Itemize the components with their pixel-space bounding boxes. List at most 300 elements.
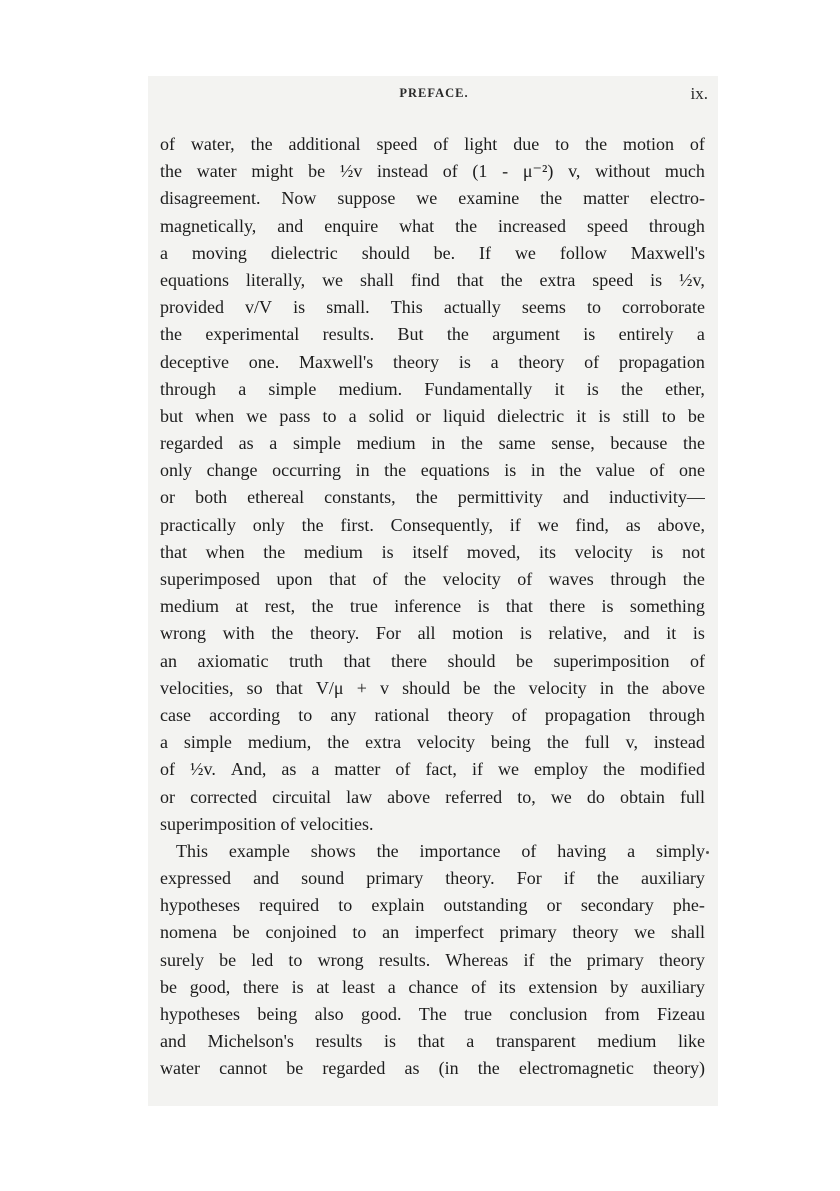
word: as bbox=[281, 759, 297, 780]
word: of bbox=[280, 813, 300, 834]
word: primary bbox=[366, 868, 424, 889]
word: For bbox=[375, 623, 401, 644]
word: motion bbox=[452, 623, 504, 644]
word: (in bbox=[438, 1058, 459, 1079]
word: regarded bbox=[160, 433, 223, 454]
word: velocities, bbox=[160, 677, 234, 698]
word: circuital bbox=[272, 786, 332, 807]
word: liquid bbox=[443, 405, 486, 426]
word: practically bbox=[160, 514, 236, 535]
word: permittivity bbox=[457, 487, 543, 508]
word: disagreement. bbox=[160, 188, 261, 209]
word: a bbox=[269, 433, 278, 454]
text-line bbox=[160, 134, 705, 161]
word: because bbox=[610, 433, 668, 454]
word: we bbox=[514, 242, 536, 263]
word: through bbox=[648, 704, 705, 725]
word: This bbox=[390, 297, 423, 318]
word: modified bbox=[640, 759, 705, 780]
word: explain bbox=[371, 895, 425, 916]
word: the bbox=[460, 433, 483, 454]
word: it bbox=[666, 623, 677, 644]
text-line bbox=[160, 1058, 705, 1085]
word: the bbox=[596, 868, 619, 889]
text-line bbox=[160, 297, 705, 324]
word: be bbox=[308, 161, 326, 182]
word: a bbox=[490, 351, 499, 372]
word: sense, bbox=[551, 433, 595, 454]
word: law bbox=[346, 786, 373, 807]
word: waves bbox=[548, 569, 594, 589]
word: Fizeau bbox=[656, 1004, 705, 1024]
word: seems bbox=[521, 297, 566, 318]
word: Consequently, bbox=[390, 514, 493, 535]
word: in bbox=[530, 460, 545, 481]
word: suppose bbox=[337, 188, 396, 209]
word: cannot bbox=[219, 1058, 268, 1079]
word: the bbox=[446, 324, 469, 345]
word: full bbox=[680, 786, 705, 807]
word: theory bbox=[393, 351, 440, 372]
word: is bbox=[650, 269, 663, 290]
word: to bbox=[586, 297, 601, 318]
word: the bbox=[271, 623, 294, 644]
word: one. bbox=[248, 351, 280, 372]
text-line bbox=[160, 243, 705, 270]
word: axiomatic bbox=[197, 650, 269, 671]
word: corroborate bbox=[622, 297, 705, 318]
word: should bbox=[361, 242, 410, 263]
word: the bbox=[263, 541, 286, 562]
word: Maxwell's bbox=[299, 351, 374, 372]
word: and bbox=[253, 868, 280, 889]
text-line bbox=[160, 406, 705, 433]
word: inference bbox=[394, 596, 462, 617]
word: we bbox=[497, 759, 519, 780]
word: μ⁻²) bbox=[522, 161, 554, 182]
word: Now bbox=[281, 188, 317, 209]
word: v, bbox=[625, 732, 638, 753]
word: like bbox=[677, 1031, 705, 1052]
word: is bbox=[651, 541, 664, 562]
word: the bbox=[602, 759, 625, 780]
page-number: ix. bbox=[690, 84, 708, 103]
word: water, bbox=[190, 134, 235, 154]
word: ethereal bbox=[247, 487, 305, 508]
word: matter bbox=[334, 759, 381, 780]
word: the bbox=[620, 378, 643, 399]
word: according bbox=[209, 704, 281, 725]
word: ½v, bbox=[679, 269, 705, 290]
word: there bbox=[549, 596, 586, 617]
word: in bbox=[599, 677, 614, 698]
text-line bbox=[160, 188, 705, 215]
word: medium bbox=[303, 541, 363, 562]
word: - bbox=[502, 161, 509, 182]
word: to bbox=[288, 949, 303, 970]
word: medium. bbox=[338, 378, 403, 399]
word: speed bbox=[586, 215, 628, 236]
word: above bbox=[387, 786, 431, 807]
text-line bbox=[160, 759, 705, 786]
word: phe- bbox=[672, 895, 705, 916]
word: due bbox=[513, 134, 540, 154]
word: is bbox=[598, 405, 611, 426]
word: of bbox=[433, 134, 449, 154]
word: ½v. bbox=[190, 759, 216, 780]
word: Michelson's bbox=[207, 1031, 294, 1052]
word: we bbox=[322, 269, 344, 290]
word: the bbox=[626, 677, 649, 698]
word: if bbox=[509, 514, 521, 535]
word: an bbox=[160, 650, 177, 671]
word: The bbox=[418, 1004, 447, 1024]
word: instead bbox=[377, 161, 429, 182]
word: Fundamentally bbox=[424, 378, 533, 399]
word: For bbox=[516, 868, 542, 889]
word: and bbox=[623, 623, 650, 644]
body-text bbox=[160, 134, 705, 1086]
word: same bbox=[498, 433, 536, 454]
word: be bbox=[232, 922, 250, 943]
word: to bbox=[322, 405, 337, 426]
word: should bbox=[447, 650, 496, 671]
word: an bbox=[382, 922, 400, 943]
word: provided bbox=[160, 297, 224, 318]
word: additional bbox=[288, 134, 361, 154]
word: the bbox=[549, 949, 572, 970]
word: of bbox=[160, 134, 175, 154]
word: that bbox=[505, 596, 533, 617]
word: so bbox=[246, 677, 263, 698]
word: to bbox=[338, 895, 353, 916]
margin-speck bbox=[706, 851, 709, 854]
word: employ bbox=[533, 759, 588, 780]
word: is bbox=[381, 541, 394, 562]
word: theory. bbox=[445, 868, 495, 889]
text-line bbox=[160, 868, 705, 895]
word: extra bbox=[539, 269, 576, 290]
word: at bbox=[316, 976, 330, 997]
word: is bbox=[384, 1031, 397, 1052]
text-line bbox=[160, 161, 705, 188]
word: what bbox=[399, 215, 435, 236]
word: motion bbox=[622, 134, 674, 154]
word: we bbox=[246, 405, 268, 426]
word: This bbox=[176, 840, 209, 861]
word: the bbox=[477, 1058, 500, 1079]
word: the bbox=[250, 134, 273, 154]
word: velocity bbox=[574, 541, 633, 562]
word: much bbox=[664, 161, 705, 182]
word: corrected bbox=[190, 786, 258, 807]
word: only bbox=[160, 460, 193, 481]
word: auxiliary bbox=[640, 976, 705, 997]
word: medium, bbox=[247, 732, 312, 753]
word: if bbox=[563, 868, 575, 889]
word: chance bbox=[408, 976, 459, 997]
word: of bbox=[689, 650, 705, 671]
word: from bbox=[604, 1004, 640, 1024]
word: equations bbox=[160, 269, 229, 290]
text-line bbox=[160, 270, 705, 297]
word: solid bbox=[368, 405, 404, 426]
word: inductivity— bbox=[608, 487, 705, 508]
word: we bbox=[416, 188, 438, 209]
word: constants, bbox=[324, 487, 396, 508]
word: conjoined bbox=[265, 922, 337, 943]
word: primary bbox=[586, 949, 644, 970]
text-line bbox=[160, 950, 705, 977]
word: results bbox=[315, 1031, 363, 1052]
word: electro- bbox=[650, 188, 705, 209]
word: might bbox=[251, 161, 294, 182]
word: superimposed bbox=[160, 569, 260, 589]
word: as bbox=[404, 1058, 420, 1079]
word: moving bbox=[191, 242, 247, 263]
word: hypotheses bbox=[160, 895, 240, 916]
word: primary bbox=[499, 922, 557, 943]
word: simple bbox=[183, 732, 232, 753]
word: through bbox=[160, 378, 216, 399]
word: that bbox=[456, 269, 484, 290]
word: upon bbox=[276, 569, 313, 589]
word: the bbox=[585, 134, 608, 154]
running-head: PREFACE. bbox=[399, 86, 469, 100]
word: V/μ bbox=[315, 677, 344, 698]
word: of bbox=[584, 351, 600, 372]
word: be bbox=[515, 650, 533, 671]
word: auxiliary bbox=[640, 868, 705, 889]
word: of bbox=[471, 976, 487, 997]
word: find bbox=[410, 269, 440, 290]
word: the bbox=[455, 215, 478, 236]
word: sound bbox=[301, 868, 345, 889]
word: to bbox=[298, 704, 313, 725]
word: without bbox=[595, 161, 651, 182]
word: value bbox=[595, 460, 635, 481]
word: itself bbox=[412, 541, 449, 562]
word: obtain bbox=[619, 786, 665, 807]
text-line bbox=[160, 977, 705, 1004]
word: examine bbox=[458, 188, 520, 209]
word: being bbox=[257, 1004, 298, 1024]
text-line bbox=[160, 814, 705, 841]
word: expressed bbox=[160, 868, 231, 889]
word: medium bbox=[597, 1031, 657, 1052]
text-line bbox=[160, 487, 705, 514]
word: not bbox=[681, 541, 705, 562]
word: example bbox=[228, 840, 290, 861]
word: be. bbox=[433, 242, 456, 263]
word: there bbox=[242, 976, 279, 997]
word: of bbox=[517, 569, 533, 589]
word: occurring bbox=[272, 460, 342, 481]
word: is bbox=[504, 460, 517, 481]
text-line bbox=[160, 922, 705, 949]
word: If bbox=[479, 242, 492, 263]
text-line bbox=[160, 1031, 705, 1058]
word: wrong bbox=[160, 623, 206, 644]
word: if bbox=[523, 949, 535, 970]
word: And, bbox=[230, 759, 267, 780]
word: surely bbox=[160, 949, 204, 970]
text-line bbox=[160, 787, 705, 814]
word: shall bbox=[670, 922, 705, 943]
text-line bbox=[160, 216, 705, 243]
word: above bbox=[662, 677, 705, 698]
word: good, bbox=[189, 976, 231, 997]
word: argument bbox=[492, 324, 560, 345]
word: is bbox=[601, 596, 614, 617]
word: a bbox=[160, 242, 168, 263]
word: through bbox=[648, 215, 705, 236]
word: medium bbox=[356, 433, 416, 454]
word: theory bbox=[518, 351, 565, 372]
word: both bbox=[195, 487, 228, 508]
word: the bbox=[500, 269, 523, 290]
word: but bbox=[160, 405, 184, 426]
word: light bbox=[464, 134, 498, 154]
word: of bbox=[442, 161, 458, 182]
word: as bbox=[625, 514, 641, 535]
word: the bbox=[404, 569, 427, 589]
word: led bbox=[251, 949, 274, 970]
word: is bbox=[293, 297, 306, 318]
text-line bbox=[160, 324, 705, 351]
word: be bbox=[687, 405, 705, 426]
word: water bbox=[196, 161, 237, 182]
word: wrong bbox=[317, 949, 364, 970]
word: or bbox=[546, 895, 562, 916]
word: through bbox=[610, 569, 667, 589]
word: of bbox=[511, 704, 527, 725]
word: we bbox=[550, 786, 572, 807]
word: shows bbox=[310, 840, 356, 861]
word: a bbox=[466, 1031, 475, 1052]
word: a bbox=[311, 759, 320, 780]
word: magnetically, bbox=[160, 215, 257, 236]
word: is bbox=[519, 623, 532, 644]
word: at bbox=[235, 596, 249, 617]
word: the bbox=[160, 161, 182, 182]
word: that bbox=[275, 677, 303, 698]
word: is bbox=[583, 324, 596, 345]
word: rest, bbox=[264, 596, 296, 617]
word: shall bbox=[359, 269, 394, 290]
word: above, bbox=[657, 514, 705, 535]
word: ½v bbox=[339, 161, 363, 182]
word: is bbox=[477, 596, 490, 617]
word: velocities. bbox=[300, 813, 374, 834]
word: theory) bbox=[653, 1058, 705, 1079]
page-header bbox=[160, 86, 708, 110]
word: and bbox=[277, 215, 304, 236]
word: should bbox=[402, 677, 451, 698]
word: transparent bbox=[495, 1031, 576, 1052]
word: in bbox=[431, 433, 446, 454]
word: the bbox=[384, 460, 407, 481]
word: the bbox=[683, 433, 705, 454]
word: theory. bbox=[309, 623, 360, 644]
word: results. bbox=[378, 949, 431, 970]
word: v, bbox=[568, 161, 581, 182]
word: a bbox=[627, 840, 636, 861]
word: ether, bbox=[665, 378, 705, 399]
word: theory bbox=[447, 704, 494, 725]
word: moved, bbox=[466, 541, 521, 562]
word: enquire bbox=[324, 215, 379, 236]
word: extra bbox=[365, 732, 402, 753]
word: of bbox=[160, 759, 175, 780]
word: speed bbox=[592, 269, 634, 290]
word: the bbox=[311, 596, 334, 617]
word: Maxwell's bbox=[630, 242, 705, 263]
word: as bbox=[238, 433, 254, 454]
word: velocity bbox=[442, 569, 501, 589]
word: do bbox=[586, 786, 605, 807]
text-line bbox=[160, 678, 705, 705]
word: with bbox=[222, 623, 255, 644]
word: medium bbox=[160, 596, 219, 617]
word: dielectric bbox=[270, 242, 338, 263]
word: superimposition bbox=[553, 650, 670, 671]
word: change bbox=[206, 460, 258, 481]
word: that bbox=[329, 569, 357, 589]
text-line bbox=[160, 651, 705, 678]
word: it bbox=[554, 378, 565, 399]
word: true bbox=[464, 1004, 493, 1024]
word: least bbox=[342, 976, 376, 997]
word: is bbox=[586, 378, 599, 399]
word: or bbox=[415, 405, 431, 426]
word: its bbox=[498, 976, 516, 997]
word: also bbox=[314, 1004, 344, 1024]
text-line bbox=[160, 433, 705, 460]
word: be bbox=[160, 976, 177, 997]
word: we bbox=[537, 514, 559, 535]
word: of bbox=[372, 569, 388, 589]
word: theory bbox=[658, 949, 705, 970]
word: speed bbox=[376, 134, 418, 154]
word: the bbox=[559, 460, 582, 481]
word: is bbox=[692, 623, 705, 644]
word: a bbox=[696, 324, 705, 345]
word: only bbox=[252, 514, 285, 535]
word: that bbox=[160, 541, 187, 562]
word: and bbox=[562, 487, 589, 508]
word: something bbox=[629, 596, 705, 617]
word: theory bbox=[572, 922, 619, 943]
word: there bbox=[390, 650, 427, 671]
word: small. bbox=[326, 297, 370, 318]
word: that bbox=[343, 650, 371, 671]
word: the bbox=[376, 840, 399, 861]
word: matter bbox=[583, 188, 630, 209]
word: simple bbox=[292, 433, 341, 454]
word: Whereas bbox=[445, 949, 509, 970]
word: or bbox=[160, 786, 175, 807]
word: the bbox=[546, 732, 569, 753]
text-line bbox=[160, 542, 705, 569]
word: we bbox=[634, 922, 656, 943]
word: pass bbox=[279, 405, 311, 426]
word: the bbox=[301, 514, 324, 535]
text-line bbox=[160, 569, 705, 596]
word: if bbox=[471, 759, 483, 780]
word: still bbox=[622, 405, 650, 426]
word: good. bbox=[360, 1004, 402, 1024]
